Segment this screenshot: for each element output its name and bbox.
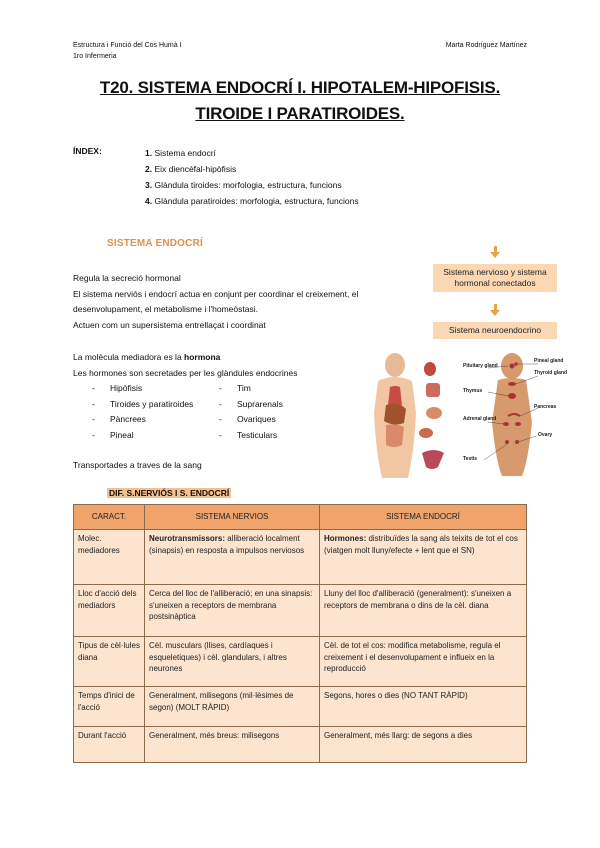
- page-title-line2: TIROIDE I PARATIROIDES.: [195, 104, 405, 123]
- arrow-down-icon: [490, 252, 500, 258]
- gland-item: - Testiculars: [219, 428, 349, 444]
- label-pituitary: Pituitary gland: [463, 363, 498, 369]
- table-row: Temps d'inici de l'acció Generalment, milisegons (mil·lèsimes de segon) (MOLT RÀPID) Segons, hores o dies (NO TANT RÀPID): [74, 687, 527, 727]
- table-row: Molec. mediadores Neurotransmissors: alliberació localment (sinapsis) en resposta a impulsos nerviosos Hormones: distribuïdes la sang als teixits de tot el cos (viatgen molt lluny/efecte + lent que el SN): [74, 530, 527, 585]
- comparison-table: [73, 504, 527, 763]
- gland-item: - Ovariques: [219, 412, 349, 428]
- course-name: 1ro Infermeria: [73, 53, 117, 60]
- index-item: 2. Eix diencèfal-hipòfisis: [145, 164, 237, 174]
- table-header-row: [74, 505, 527, 530]
- table-row: Tipus de cèl·lules diana Cèl. musculars (llises, cardíaques i esqueletiques) i cèl. glandulars, i altres neurones Cèl. de tot el cos: modifica metabolisme, regula el creixement i el desenvolupament e influeix en la reproducció: [74, 637, 527, 687]
- header-endocrine: SISTEMA ENDOCRÍ: [320, 505, 527, 530]
- glands-column-left: [92, 381, 222, 443]
- label-pineal: Pineal gland: [534, 358, 564, 364]
- gland-item: - Tim: [219, 381, 349, 397]
- index-item: 3. Glàndula tiroides: morfologia, estructura, funcions: [145, 180, 342, 190]
- glands-column-right: [219, 381, 349, 443]
- index-item: 4. Glàndula paratiroides: morfologia, estructura, funcions: [145, 196, 359, 206]
- hormone-paragraph: La molècula mediadora es la hormona Les hormones son secretades per les glàndules endocrines: [73, 352, 298, 378]
- index-list: [145, 145, 359, 209]
- label-thymus: Thymus: [463, 388, 483, 394]
- header-caract: CARACT.: [74, 505, 145, 530]
- flow-box-connected: Sistema nervioso y sistema hormonal conectados: [433, 264, 557, 292]
- anatomy-torso-figure: [368, 353, 450, 478]
- section-title: SISTEMA ENDOCRÍ: [107, 238, 203, 249]
- intro-paragraph: Regula la secreció hormonal El sistema nerviós i endocrí actua en conjunt per coordinar el creixement, el desenvolupament, el metabolisme i l'homeòstasi. Actuen com un supersistema entrellaçat i coordinat: [73, 273, 359, 330]
- gland-item: - Suprarenals: [219, 397, 349, 413]
- page-title-line1: T20. SISTEMA ENDOCRÍ I. HIPOTALEM-HIPOFISIS.: [99, 78, 501, 97]
- neuroendocrine-flow: [433, 240, 557, 339]
- gland-item: - Hipòfisis: [92, 381, 222, 397]
- author-name: Marta Rodríguez Martínez: [445, 42, 527, 49]
- arrow-down-icon: [490, 310, 500, 316]
- label-pancreas: Pancreas: [534, 404, 557, 410]
- subject-name: Estructura i Funció del Cos Humà I: [73, 42, 182, 49]
- label-thyroid: Thyroid gland: [534, 370, 568, 376]
- endocrine-glands-figure: [462, 352, 568, 476]
- gland-item: - Tiroides y paratiroides: [92, 397, 222, 413]
- label-adrenal: Adrenal gland: [463, 416, 497, 422]
- table-row: Durant l'acció Generalment, més breus: milisegons Generalment, més llarg: de segons a dies: [74, 727, 527, 763]
- table-row: Lloc d'acció dels mediadors Cerca del lloc de l'alliberació; en una sinapsis: s'uneixen a receptors de membrana postsinàptica Lluny del lloc d'alliberació (generalment): s'uneixen a receptors de membrana o dins de la cèl. diana: [74, 585, 527, 637]
- header-nervous: SISTEMA NERVIOS: [145, 505, 320, 530]
- label-ovary: Ovary: [538, 432, 553, 438]
- gland-item: - Pineal: [92, 428, 222, 444]
- transport-text: Transportades a traves de la sang: [73, 460, 202, 470]
- gland-item: - Pàncrees: [92, 412, 222, 428]
- page-header-left: [73, 40, 182, 62]
- index-item: 1. Sistema endocrí: [145, 148, 216, 158]
- flow-box-neuroendocrine: Sistema neuroendocrino: [433, 322, 557, 339]
- table-title: DIF. S.NERVIÓS I S. ENDOCRÍ: [109, 488, 230, 498]
- index-label: ÍNDEX:: [73, 146, 102, 156]
- label-testis: Testis: [463, 456, 478, 462]
